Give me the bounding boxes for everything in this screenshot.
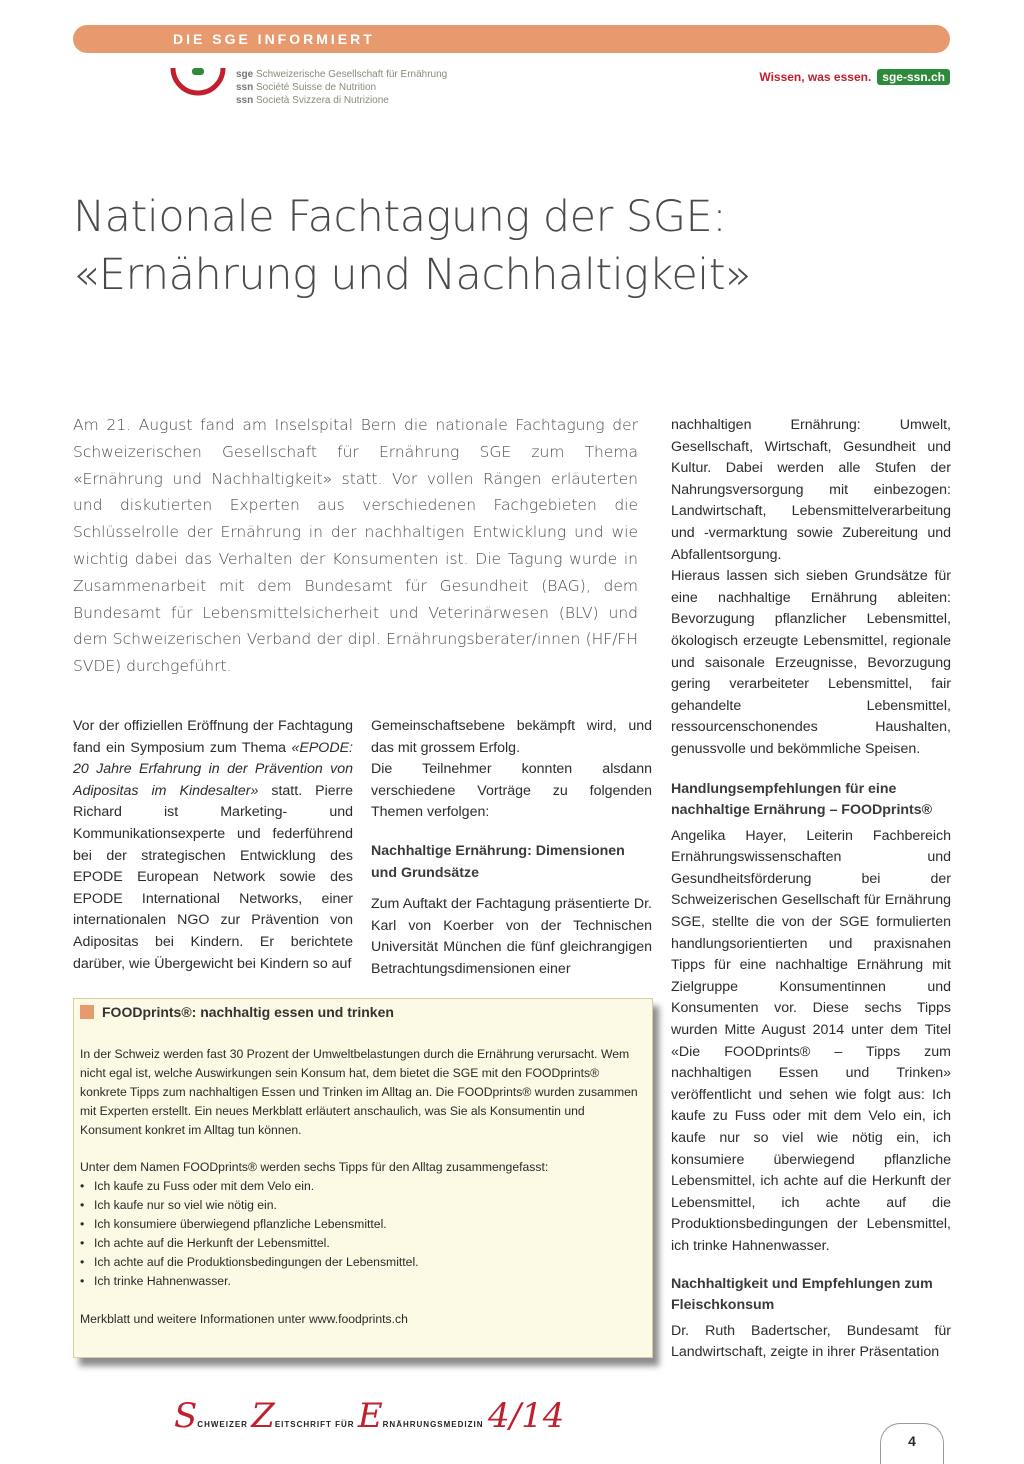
section-header-bar [73, 25, 950, 53]
column-1 [73, 716, 353, 975]
website-tag[interactable]: sge-ssn.ch [877, 69, 950, 85]
journal-footer: SCHWEIZER ZEITSCHRIFT FÜR ERNÄHRUNGSMEDIZIN 4/14 [174, 1396, 565, 1436]
slogan-text: Wissen, was essen. [759, 70, 872, 84]
paragraph: Gemeinschaftsebene bekämpft wird, und das mit grossem Erfolg. [371, 718, 652, 756]
list-item: • Ich trinke Hahnenwasser. [94, 1272, 646, 1291]
tips-list [80, 1177, 646, 1290]
box-body [80, 1045, 646, 1347]
logo-text [236, 68, 447, 107]
paragraph: Zum Auftakt der Fachtagung präsentierte Dr. Karl von Koerber von der Technischen Universität München die fünf gleichrangigen Betrachtungsdimensionen einer [371, 896, 652, 977]
paragraph: Vor der offiziellen Eröffnung der Fachtagung fand ein Symposium zum Thema «EPODE: 20 Jahre Erfahrung in der Prävention von Adipositas im Kindesalter» statt. Pierre Richard ist Marketing- und Kommunikationsexperte und federführend bei der strategischen Entwicklung des EPODE European Network sowie des EPODE International Networks, einer internationalen NGO zur Prävention von Adipositas bei Kindern. Er berichtete darüber, wie Übergewicht bei Kindern so auf [73, 718, 354, 972]
lead-paragraph: Am 21. August fand am Inselspital Bern die nationale Fachtagung der Schweizerischen Gesellschaft für Ernährung SGE zum Thema «Ernährung und Nachhaltigkeit» statt. Vor vollen Rängen erläuterten und diskutierten Experten aus verschiedenen Fachgebieten die Schlüsselrolle der Ernährung in der nachhaltigen Entwicklung und wie wichtig dabei das Verhalten der Konsumenten ist. Die Tagung wurde in Zusammenarbeit mit dem Bundesamt für Gesundheit (BAG), dem Bundesamt für Lebensmittelsicherheit und Veterinärwesen (BLV) und dem Schweizerischen Verband der dipl. Ernährungsberater/innen (HF/FH SVDE) durchgeführt. [73, 416, 638, 676]
section-header-label: DIE SGE INFORMIERT [173, 31, 375, 47]
list-item: • Ich kaufe nur so viel wie nötig ein. [94, 1196, 646, 1215]
list-item: • Ich konsumiere überwiegend pflanzliche Lebensmittel. [94, 1215, 646, 1234]
sge-logo-mark-icon [170, 66, 230, 96]
slogan [759, 70, 950, 84]
paragraph: Angelika Hayer, Leiterin Fachbereich Ernährungswissenschaften und Gesundheitsförderung bei der Schweizerischen Gesellschaft für Ernährung SGE, stellte die von der SGE formulierten handlungsorientierten und praxisnahen Tipps für eine nachhaltige Ernährung mit Zielgruppe Konsumentinnen und Konsumenten vor. Diese sechs Tipps wurden Mitte August 2014 unter dem Titel «Die FOODprints® – Tipps zum nachhaltigen Essen und Trinken» veröffentlicht und sehen wie folgt aus: Ich kaufe zu Fuss oder mit dem Velo ein, ich kaufe nur so viel wie nötig ein, ich konsumiere überwiegend pflanzliche Lebensmittel, ich achte auf die Herkunft der Lebensmittel, ich achte auf die Produktionsbedingungen der Lebensmittel, ich trinke Hahnenwasser. [671, 827, 951, 1254]
box-title: FOODprints®: nachhaltig essen und trinken [80, 1004, 394, 1020]
title-line-1: Nationale Fachtagung der SGE: [73, 192, 727, 242]
paragraph: Die Teilnehmer konnten alsdann verschiedene Vorträge zu folgenden Themen verfolgen: [371, 761, 652, 821]
list-item: • Ich achte auf die Produktionsbedingungen der Lebensmittel. [94, 1253, 646, 1272]
logo-line: ssn Société Suisse de Nutrition [236, 82, 377, 93]
paragraph: Hieraus lassen sich sieben Grundsätze für eine nachhaltige Ernährung ableiten: Bevorzugung pflanzlicher Lebensmittel, ökologisch erzeugte Lebensmittel, regionale und saisonale Erzeugnisse, Bevorzugung gering verarbeiteter Lebensmittel, fair gehandelte Lebensmittel, ressourcenschonendes Haushalten, genussvolle und bekömmliche Speisen. [671, 568, 951, 757]
sge-logo [170, 66, 470, 108]
box-paragraph: Unter dem Namen FOODprints® werden sechs Tipps für den Alltag zusammengefasst: [80, 1160, 549, 1175]
title-line-2: «Ernährung und Nachhaltigkeit» [73, 250, 751, 300]
subheading: Handlungsempfehlungen für eine nachhaltige Ernährung – FOODprints® [671, 780, 933, 819]
paragraph: Dr. Ruth Badertscher, Bundesamt für Landwirtschaft, zeigte in ihrer Präsentation [671, 1322, 951, 1361]
article-title [73, 188, 751, 304]
issue-number: 4/14 [487, 1396, 565, 1436]
subheading: Nachhaltige Ernährung: Dimensionen und Grundsätze [371, 842, 625, 881]
logo-line: sge Schweizerische Gesellschaft für Ernährung [236, 69, 448, 80]
box-paragraph: Merkblatt und weitere Informationen unter www.foodprints.ch [80, 1311, 408, 1326]
list-item: • Ich achte auf die Herkunft der Lebensmittel. [94, 1234, 646, 1253]
column-2 [371, 716, 652, 981]
page-number: 4 [880, 1423, 944, 1464]
paragraph: nachhaltigen Ernährung: Umwelt, Gesellschaft, Wirtschaft, Gesundheit und Kultur. Dabei werden alle Stufen der Nahrungsversorgung mit einbezogen: Landwirtschaft, Lebensmittelverarbeitung und -vermarktung sowie Zubereitung und Abfallentsorgung. [671, 417, 951, 563]
logo-line: ssn Società Svizzera di Nutrizione [236, 95, 389, 106]
foodprints-info-box [73, 998, 653, 1358]
box-paragraph: In der Schweiz werden fast 30 Prozent der Umweltbelastungen durch die Ernährung verursacht. Wem nicht egal ist, welche Auswirkungen sein Konsum hat, dem bietet die SGE mit den FOODprints® konkrete Tipps zum nachhaltigen Essen und Trinken im Alltag an. Die FOODprints® wurden zusammen mit Experten erstellt. Ein neues Merkblatt erläutert anschaulich, was Sie als Konsumentin und Konsument konkret im Alltag tun können. [80, 1047, 638, 1137]
subheading: Nachhaltigkeit und Empfehlungen zum Fleischkonsum [671, 1275, 933, 1314]
list-item: • Ich kaufe zu Fuss oder mit dem Velo ein. [94, 1177, 646, 1196]
column-3 [671, 415, 951, 1364]
